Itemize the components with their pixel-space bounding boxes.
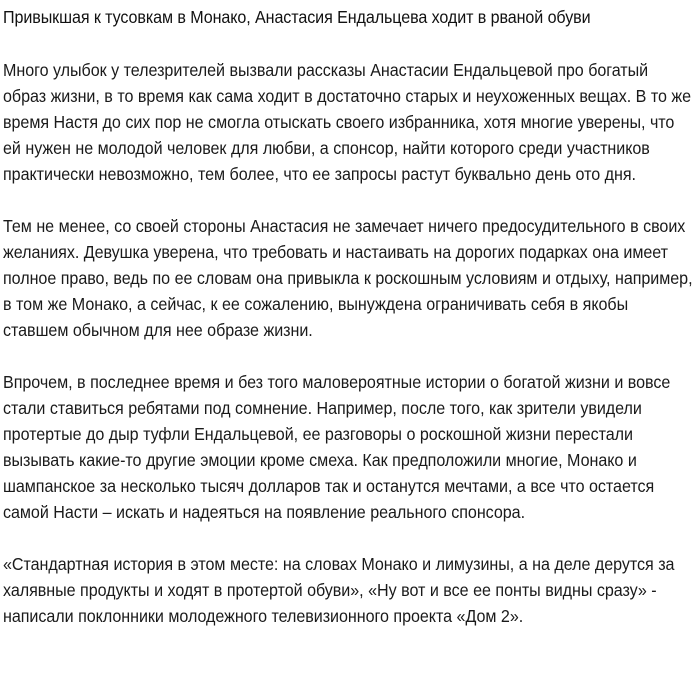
article-title: Привыкшая к тусовкам в Монако, Анастасия Ендальцева ходит в рваной обуви xyxy=(3,7,591,27)
article-paragraph-4: «Стандартная история в этом месте: на словах Монако и лимузины, а на деле дерутся за халявные продукты и ходят в протертой обуви», «Ну вот и все ее понты видны сразу» - написали поклонники молодежного телевизионного проекта «Дом 2». xyxy=(3,554,675,626)
article-body xyxy=(3,57,693,629)
article-paragraph-1: Много улыбок у телезрителей вызвали рассказы Анастасии Ендальцевой про богатый образ жизни, в то время как сама ходит в достаточно старых и неухоженных вещах. В то же время Настя до сих пор не смогла отыскать своего избранника, хотя многие уверены, что ей нужен не молодой человек для любви, а спонсор, найти которого среди участников практически невозможно, тем более, что ее запросы растут буквально день ото дня. xyxy=(3,60,692,184)
title-spacer xyxy=(3,30,693,57)
article-paragraph-3: Впрочем, в последнее время и без того маловероятные истории о богатой жизни и вовсе стали ставиться ребятами под сомнение. Например, после того, как зрители увидели протертые до дыр туфли Ендальцевой, ее разговоры о роскошной жизни перестали вызывать какие-то другие эмоции кроме смеха. Как предположили многие, Монако и шампанское за несколько тысяч долларов так и останутся мечтами, а все что остается самой Насти – искать и надеяться на появление реального спонсора. xyxy=(3,372,671,522)
article-paragraph-2: Тем не менее, со своей стороны Анастасия не замечает ничего предосудительного в своих желаниях. Девушка уверена, что требовать и настаивать на дорогих подарках она имеет полное право, ведь по ее словам она привыкла к роскошным условиям и отдыху, например, в том же Монако, а сейчас, к ее сожалению, вынуждена ограничивать себя в якобы ставшем обычном для нее образе жизни. xyxy=(3,216,693,340)
